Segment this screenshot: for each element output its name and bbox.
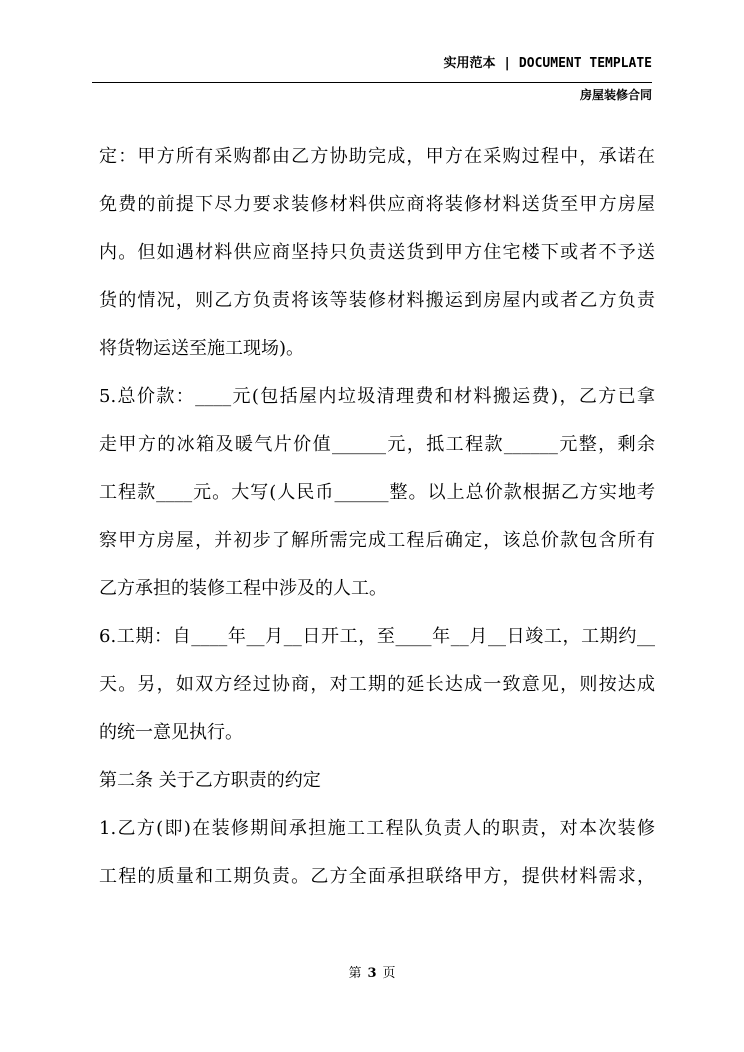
body-line: 走甲方的冰箱及暖气片价值______元，抵工程款______元整，剩余 xyxy=(99,434,655,455)
section-heading: 第二条 关于乙方职责的约定 xyxy=(99,770,321,791)
body-line: 5.总价款：____元(包括屋内垃圾清理费和材料搬运费)，乙方已拿 xyxy=(99,386,655,407)
header-divider xyxy=(92,82,652,83)
page-number-prefix: 第 xyxy=(348,966,362,981)
body-line: 察甲方房屋，并初步了解所需完成工程后确定，该总价款包含所有 xyxy=(99,530,655,551)
body-line: 免费的前提下尽力要求装修材料供应商将装修材料送货至甲方房屋 xyxy=(99,194,655,215)
body-line: 6.工期：自____年__月__日开工，至____年__月__日竣工，工期约__ xyxy=(99,626,655,647)
page-number: 3 xyxy=(367,966,377,981)
document-header-subtitle: 房屋装修合同 xyxy=(579,88,652,102)
contract-body xyxy=(99,133,655,901)
body-line: 内。但如遇材料供应商坚持只负责送货到甲方住宅楼下或者不予送 xyxy=(99,242,655,263)
body-line: 工程的质量和工期负责。乙方全面承担联络甲方，提供材料需求， xyxy=(99,866,655,887)
page-footer xyxy=(0,962,744,981)
document-header-title: 实用范本 | DOCUMENT TEMPLATE xyxy=(443,56,652,71)
page-number-suffix: 页 xyxy=(382,966,396,981)
body-line: 天。另，如双方经过协商，对工期的延长达成一致意见，则按达成 xyxy=(99,674,655,695)
body-line: 将货物运送至施工现场)。 xyxy=(99,338,305,359)
body-line: 乙方承担的装修工程中涉及的人工。 xyxy=(99,578,387,599)
body-line: 1.乙方(即)在装修期间承担施工工程队负责人的职责，对本次装修 xyxy=(99,818,655,839)
body-line: 货的情况，则乙方负责将该等装修材料搬运到房屋内或者乙方负责 xyxy=(99,290,655,311)
body-line: 工程款____元。大写(人民币______整。以上总价款根据乙方实地考 xyxy=(99,482,655,503)
body-line: 定：甲方所有采购都由乙方协助完成，甲方在采购过程中，承诺在 xyxy=(99,146,655,167)
body-line: 的统一意见执行。 xyxy=(99,722,243,743)
